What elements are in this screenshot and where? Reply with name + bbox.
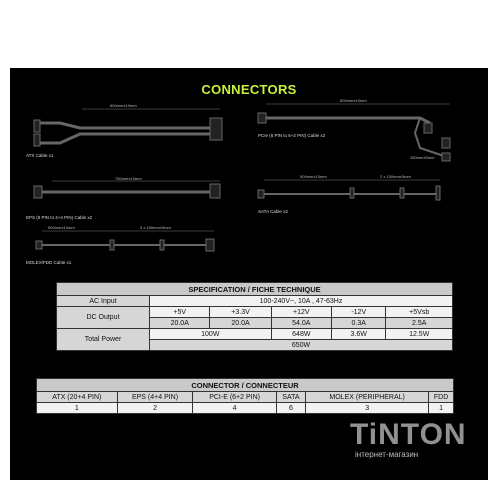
power-12v: 648W: [271, 329, 331, 340]
current-3v3: 20.0A: [210, 318, 271, 329]
spec-header: SPECIFICATION / FICHE TECHNIQUE: [57, 283, 453, 296]
connector-name-pcie: PCI-E (6+2 PIN): [193, 392, 276, 403]
eps-cable-drawing: [34, 181, 220, 198]
power-5v-3v3: 100W: [150, 329, 272, 340]
rail-3v3: +3.3V: [210, 307, 271, 318]
connectors-title: CONNECTORS: [201, 82, 297, 97]
power-5vsb: 12.5W: [386, 329, 453, 340]
rail-minus-12v: -12V: [332, 307, 386, 318]
pcie-branch-length: 150mm±5mm: [410, 155, 435, 160]
store-watermark: TiNTON: [350, 418, 467, 451]
eps-cable-label: EPS (8 PIN to 4+4 PIN) Cable x2: [26, 215, 93, 220]
connector-header: CONNECTOR / CONNECTEUR: [37, 379, 454, 392]
connector-count-sata: 6: [276, 403, 305, 414]
total-power-value: 650W: [150, 340, 453, 351]
connector-count-eps: 2: [117, 403, 193, 414]
total-power-label: Total Power: [57, 329, 150, 351]
cable-diagrams: [10, 68, 488, 278]
connector-name-molex: MOLEX (PERIPHERAL): [306, 392, 429, 403]
ac-input-value: 100-240V~, 10A , 47-63Hz: [150, 296, 453, 307]
dc-output-label: DC Output: [57, 307, 150, 329]
molex-cable-drawing: [36, 231, 214, 251]
molex-length: 500mm±10mm: [48, 225, 75, 230]
connector-count-molex: 3: [306, 403, 429, 414]
power-minus-12v: 3.6W: [332, 329, 386, 340]
sata-cable-label: SATA Cable x2: [258, 209, 288, 214]
atx-cable-label: ATX Cable x1: [26, 153, 54, 158]
connector-count-fdd: 1: [429, 403, 454, 414]
rail-5v: +5V: [150, 307, 210, 318]
pcie-cable-label: PCIe (6 PIN to 6+2 PIN) Cable x2: [258, 133, 326, 138]
sata-branch-length: 2 x 150mm±5mm: [380, 174, 411, 179]
ac-input-label: AC Input: [57, 296, 150, 307]
connector-count-atx: 1: [37, 403, 118, 414]
sata-length: 500mm±10mm: [300, 174, 327, 179]
connector-name-atx: ATX (20+4 PIN): [37, 392, 118, 403]
atx-length: 600mm±10mm: [110, 103, 137, 108]
current-minus-12v: 0.3A: [332, 318, 386, 329]
connector-name-eps: EPS (4+4 PIN): [117, 392, 193, 403]
sata-cable-drawing: [258, 180, 440, 200]
current-12v: 54.0A: [271, 318, 331, 329]
rail-5vsb: +5Vsb: [386, 307, 453, 318]
specification-table: [56, 282, 453, 351]
current-5v: 20.0A: [150, 318, 210, 329]
rail-12v: +12V: [271, 307, 331, 318]
molex-cable-label: MOLEX/FDD Cable x1: [26, 260, 72, 265]
molex-branch-length: 3 x 150mm±5mm: [140, 225, 171, 230]
store-watermark-subtitle: інтернет-магазин: [355, 450, 419, 459]
current-5vsb: 2.5A: [386, 318, 453, 329]
eps-length: 750mm±10mm: [115, 176, 142, 181]
connector-count-pcie: 4: [193, 403, 276, 414]
atx-cable-drawing: [34, 109, 222, 146]
connector-table: [36, 378, 454, 414]
connector-name-sata: SATA: [276, 392, 305, 403]
pcie-length: 600mm±10mm: [340, 98, 367, 103]
connector-name-fdd: FDD: [429, 392, 454, 403]
